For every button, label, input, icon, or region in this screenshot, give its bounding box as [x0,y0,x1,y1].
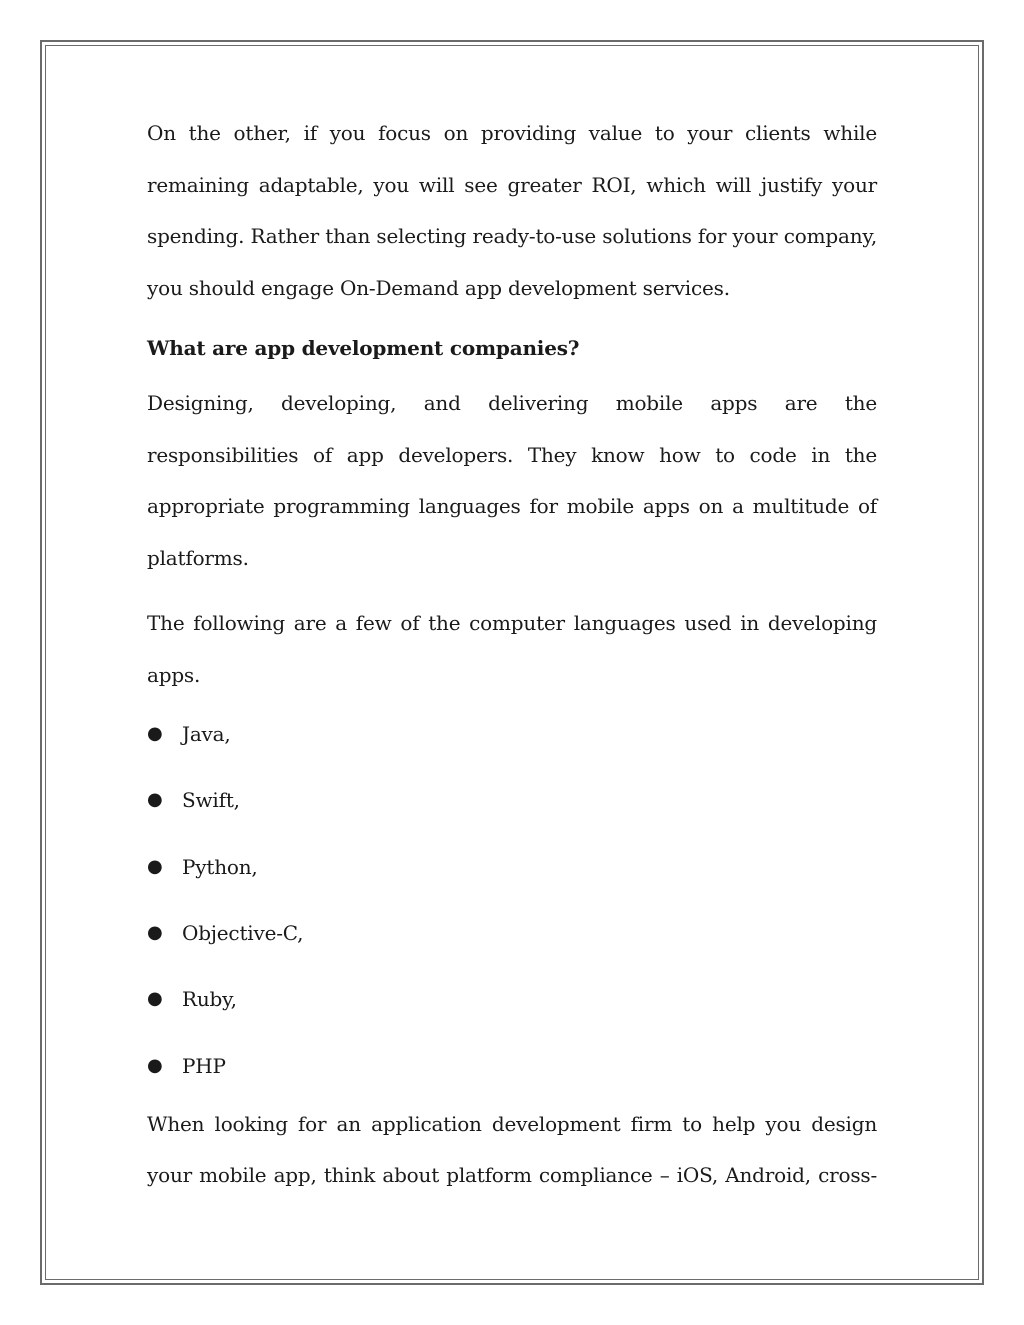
bullet-icon: ● [147,789,163,811]
paragraph-roi: On the other, if you focus on providing value to your clients while remaining adaptable, you will see greater ROI, which will justify your spending. Rather than selecting ready-to-use solutions for your company, you should engage On-Demand app development services. [147,121,877,300]
list-item-text: Python, [182,854,258,879]
bullet-icon: ● [147,988,163,1010]
list-item-text: Java, [182,722,231,747]
bullet-icon: ● [147,922,163,944]
list-item [147,966,877,1032]
list-item [147,701,877,767]
document-body [147,108,877,1202]
paragraph-developers: Designing, developing, and delivering mobile apps are the responsibilities of app developers. They know how to code in the appropriate programming languages for mobile apps on a multitude of platforms. [147,391,877,570]
paragraph-platform-compliance: When looking for an application development firm to help you design your mobile app, think about platform compliance – iOS, Android, cross- [147,1111,877,1188]
bullet-icon: ● [147,855,163,877]
list-item-text: PHP [182,1053,226,1078]
section-heading: What are app development companies? [147,336,580,360]
list-item [147,767,877,833]
list-item-text: Ruby, [182,987,237,1012]
paragraph-languages-intro: The following are a few of the computer languages used in developing apps. [147,611,877,687]
list-item [147,900,877,966]
list-item [147,834,877,900]
list-item [147,1032,877,1098]
bullet-icon: ● [147,723,163,745]
list-item-text: Swift, [182,788,240,813]
languages-list [147,701,877,1099]
list-item-text: Objective-C, [182,921,304,946]
bullet-icon: ● [147,1054,163,1076]
